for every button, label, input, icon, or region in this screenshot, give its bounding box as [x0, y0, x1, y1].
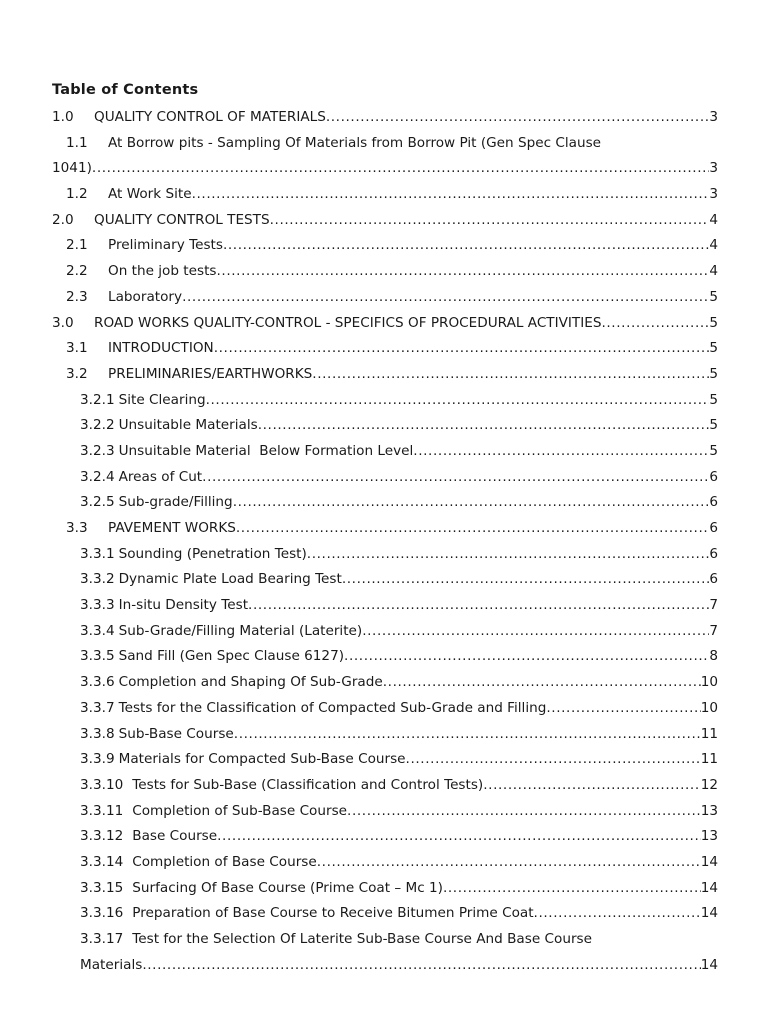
toc-number: 1.1: [66, 134, 88, 151]
toc-number: 3.0: [52, 314, 74, 331]
toc-page: 5: [709, 288, 718, 305]
toc-page: 5: [709, 340, 718, 357]
toc-number: 3.3.4: [80, 622, 115, 639]
toc-number: 3.3.9: [80, 751, 115, 768]
toc-leader: [344, 644, 709, 670]
toc-page: 14: [700, 956, 718, 973]
toc-leader: [270, 208, 710, 234]
toc-entry[interactable]: [0, 799, 768, 825]
toc-number: 1.0: [52, 109, 74, 125]
toc-text: Unsuitable Materials: [118, 417, 258, 434]
toc-page: 14: [700, 905, 718, 922]
toc-leader: [182, 285, 709, 311]
toc-text: On the job tests: [108, 263, 217, 280]
toc-leader: [233, 490, 710, 516]
toc-entry[interactable]: [0, 747, 768, 773]
toc-entry[interactable]: [0, 311, 768, 337]
toc-leader: [214, 336, 710, 362]
toc-leader: [406, 747, 701, 773]
toc-number: 3.1: [66, 340, 88, 357]
toc-text: Completion and Shaping Of Sub-Grade: [118, 674, 383, 691]
toc-page: 14: [700, 853, 718, 870]
toc-page: 6: [709, 520, 718, 536]
toc-number: 3.3.1: [80, 545, 115, 562]
toc-entry[interactable]: [0, 233, 768, 259]
toc-number: 3.2.3: [80, 442, 115, 459]
toc-entry[interactable]: [0, 131, 768, 157]
toc-entry[interactable]: [0, 927, 768, 953]
toc-number: 3.3.10: [80, 776, 124, 793]
toc-leader: [362, 619, 709, 645]
toc-page: 4: [709, 211, 718, 228]
toc-entry-continuation[interactable]: [0, 953, 768, 979]
toc-number: 3.3.6: [80, 674, 115, 691]
toc-entry[interactable]: [0, 105, 768, 131]
toc-text: Sounding (Penetration Test): [118, 545, 307, 562]
toc-entry[interactable]: [0, 850, 768, 876]
toc-number: 3.3.2: [80, 571, 115, 588]
toc-page: 4: [709, 263, 718, 280]
toc-page: 6: [709, 494, 718, 511]
toc-leader: [326, 105, 710, 131]
toc-number: 3.3.3: [80, 597, 115, 614]
toc-number: 3.2.2: [80, 417, 115, 434]
toc-number: 1.2: [66, 186, 88, 203]
toc-page: 7: [709, 597, 718, 614]
toc-text: QUALITY CONTROL OF MATERIALS: [94, 109, 326, 125]
toc-entry[interactable]: [0, 208, 768, 234]
toc-entry[interactable]: [0, 773, 768, 799]
toc-number: 2.0: [52, 211, 74, 228]
toc-entry[interactable]: [0, 182, 768, 208]
toc-text: Tests for the Classification of Compacted Sub-Grade and Filling: [118, 699, 547, 716]
toc-number: 3.3.7: [80, 699, 115, 716]
toc-entry[interactable]: [0, 336, 768, 362]
toc-page: 10: [700, 674, 718, 691]
toc-leader: [546, 696, 700, 722]
toc-leader: [217, 259, 710, 285]
toc-leader: [248, 593, 709, 619]
toc-entry[interactable]: [0, 362, 768, 388]
toc-leader: [383, 670, 701, 696]
toc-leader: [317, 850, 701, 876]
toc-number: 3.3.11: [80, 802, 124, 819]
toc-leader: [202, 465, 709, 491]
toc-text: INTRODUCTION: [108, 340, 214, 357]
toc-entry[interactable]: [0, 413, 768, 439]
toc-leader: [483, 773, 700, 799]
toc-leader: [342, 567, 710, 593]
toc-page: 5: [709, 365, 718, 382]
toc-text: Areas of Cut: [118, 468, 203, 485]
toc-text: Sub-Grade/Filling Material (Laterite): [118, 622, 363, 639]
toc-text: Base Course: [132, 828, 218, 845]
toc-text: Tests for Sub-Base (Classification and Control Tests): [132, 776, 484, 793]
toc-leader: [312, 362, 709, 388]
toc-leader: [534, 901, 701, 927]
toc-entry[interactable]: [0, 465, 768, 491]
toc-page: 6: [709, 571, 718, 588]
toc-page: 10: [700, 699, 718, 716]
toc-page: 11: [700, 725, 718, 742]
toc-leader: [223, 233, 709, 259]
toc-page: 3: [709, 186, 718, 203]
toc-number: 3.3.14: [80, 853, 124, 870]
toc-entry[interactable]: [0, 490, 768, 516]
toc-entry[interactable]: [0, 696, 768, 722]
toc-number: 3.3.5: [80, 648, 115, 665]
toc-entry[interactable]: [0, 516, 768, 542]
toc-entry[interactable]: [0, 670, 768, 696]
toc-page: 8: [709, 648, 718, 665]
toc-number: 2.3: [66, 288, 88, 305]
toc-text: At Work Site: [108, 186, 192, 203]
toc-entry[interactable]: [0, 644, 768, 670]
toc-text: Completion of Sub-Base Course: [132, 802, 348, 819]
toc-entry[interactable]: [0, 593, 768, 619]
toc-number: 3.3.17: [80, 931, 124, 947]
toc-text-continuation: 1041): [52, 160, 92, 177]
toc-page: 13: [700, 828, 718, 845]
toc-leader: [601, 311, 709, 337]
toc-text: PAVEMENT WORKS: [108, 520, 236, 536]
toc-page: 11: [700, 751, 718, 768]
toc-page: 5: [709, 417, 718, 434]
toc-entry[interactable]: [0, 542, 768, 568]
toc-entry[interactable]: [0, 439, 768, 465]
toc-leader: [142, 953, 700, 979]
toc-page: 14: [700, 879, 718, 896]
toc-text: In-situ Density Test: [118, 597, 249, 614]
toc-leader: [234, 722, 701, 748]
toc-entry[interactable]: [0, 901, 768, 927]
toc-text: Sub-Base Course: [118, 725, 234, 742]
toc-text: Test for the Selection Of Laterite Sub-Base Course And Base Course: [132, 931, 592, 947]
toc-number: 3.2: [66, 365, 88, 382]
toc-number: 3.2.1: [80, 391, 115, 408]
toc-text: Preliminary Tests: [108, 237, 223, 254]
toc-list: [0, 105, 768, 978]
toc-title: Table of Contents: [52, 82, 199, 98]
toc-leader: [192, 182, 710, 208]
toc-text: Sub-grade/Filling: [118, 494, 233, 511]
toc-page: 3: [709, 160, 718, 177]
toc-page: 5: [709, 442, 718, 459]
toc-leader: [206, 388, 710, 414]
toc-leader: [443, 876, 701, 902]
toc-number: 3.3.15: [80, 879, 124, 896]
toc-leader: [258, 413, 710, 439]
toc-page: 6: [709, 545, 718, 562]
toc-page: 12: [700, 776, 718, 793]
toc-text: QUALITY CONTROL TESTS: [94, 211, 270, 228]
toc-leader: [413, 439, 709, 465]
toc-entry[interactable]: [0, 388, 768, 414]
toc-number: 3.2.5: [80, 494, 115, 511]
toc-text: Site Clearing: [118, 391, 206, 408]
toc-text: Surfacing Of Base Course (Prime Coat – Mc 1): [132, 879, 443, 896]
toc-page: 4: [709, 237, 718, 254]
toc-leader: [236, 516, 709, 542]
toc-number: 3.3.16: [80, 905, 124, 922]
toc-number: 3.3: [66, 520, 88, 536]
toc-text: Laboratory: [108, 288, 183, 305]
toc-text: Completion of Base Course: [132, 853, 317, 870]
toc-number: 2.1: [66, 237, 88, 254]
toc-text: PRELIMINARIES/EARTHWORKS: [108, 365, 313, 382]
toc-leader: [307, 542, 710, 568]
toc-text: Unsuitable Material Below Formation Level: [118, 442, 414, 459]
toc-page: 7: [709, 622, 718, 639]
toc-leader: [347, 799, 701, 825]
toc-entry[interactable]: [0, 722, 768, 748]
toc-entry[interactable]: [0, 567, 768, 593]
toc-page: 5: [709, 314, 718, 331]
toc-leader: [217, 824, 701, 850]
toc-number: 3.2.4: [80, 468, 115, 485]
toc-number: 3.3.8: [80, 725, 115, 742]
toc-page: 3: [709, 109, 718, 125]
toc-text-continuation: Materials: [80, 956, 143, 973]
toc-text: ROAD WORKS QUALITY-CONTROL - SPECIFICS OF PROCEDURAL ACTIVITIES: [94, 314, 602, 331]
toc-entry[interactable]: [0, 876, 768, 902]
toc-entry-continuation[interactable]: [0, 156, 768, 182]
toc-text: Preparation of Base Course to Receive Bitumen Prime Coat: [132, 905, 534, 922]
toc-page: 6: [709, 468, 718, 485]
toc-entry[interactable]: [0, 285, 768, 311]
toc-leader: [92, 156, 709, 182]
toc-entry[interactable]: [0, 824, 768, 850]
toc-entry[interactable]: [0, 259, 768, 285]
toc-number: 3.3.12: [80, 828, 124, 845]
toc-page: 13: [700, 802, 718, 819]
toc-page: 5: [709, 391, 718, 408]
toc-text: Sand Fill (Gen Spec Clause 6127): [118, 648, 345, 665]
toc-text: Dynamic Plate Load Bearing Test: [118, 571, 342, 588]
toc-text: At Borrow pits - Sampling Of Materials from Borrow Pit (Gen Spec Clause: [108, 134, 602, 151]
toc-entry[interactable]: [0, 619, 768, 645]
toc-text: Materials for Compacted Sub-Base Course: [118, 751, 406, 768]
toc-number: 2.2: [66, 263, 88, 280]
